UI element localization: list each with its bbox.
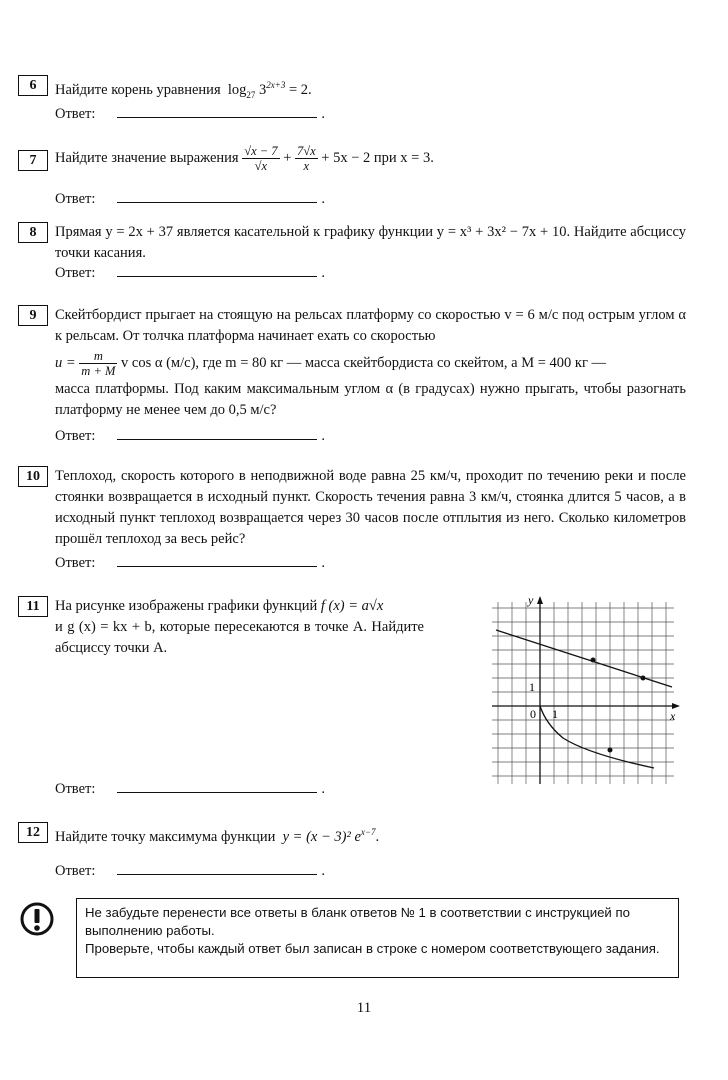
answer-line[interactable]: Ответ: . (55, 552, 325, 572)
y-axis-label: y (528, 593, 534, 607)
task-7 (18, 144, 686, 210)
origin-label: 0 (530, 707, 536, 721)
task-text: Найдите значение выражения $\frac{√x - 7}{√x}$ + $\frac{7√x}{x}$ + 5x − 2 при x = 3. (55, 144, 434, 173)
task-number: 12 (18, 822, 48, 843)
task-text: Найдите корень уравнения $\log_{27} 3^{2x+3} = 2$. (55, 80, 312, 100)
task-number: 10 (18, 466, 48, 487)
page-number: 11 (356, 1000, 372, 1016)
task-number: 8 (18, 222, 48, 243)
math-formula: $\log_{27} 3^{2x+3} = 2$. (227, 80, 312, 100)
task-12 (18, 822, 686, 882)
math-formula: y = (x − 3)² $e^{x-7}$ (282, 827, 376, 845)
task-text: На рисунке изображены графики функций f (x) = a√x и g (x) = kx + b, которые пересекаются в точке A. Найдите абсциссу точки A. (55, 598, 424, 656)
point-A (641, 676, 646, 681)
task-number: 7 (18, 150, 48, 171)
fraction: $\frac{√x - 7}{√x}$ (244, 144, 278, 173)
y-axis-arrow (537, 596, 543, 604)
task-text: Прямая y = 2x + 37 является касательной к графику функции y = x³ + 3x² − 7x + 10. Найдите абсциссу точки касания. (55, 224, 686, 261)
task-text: Теплоход, скорость которого в неподвижной воде равна 25 км/ч, проходит по течению реки и после стоянки возвращается в исходный пункт. Скорость течения равна 3 км/ч, стоянка длится 5 часов, а в исходный пункт теплоход возвращается через 30 часов после отплытия из него. Сколько километров прошёл теплоход за весь рейс? (55, 468, 686, 547)
answer-line[interactable]: Ответ: . (55, 778, 325, 798)
task-number: 9 (18, 305, 48, 326)
task-text: Найдите точку максимума функции y = (x − 3)² $e^{x-7}$. (55, 827, 380, 845)
math-formula: f (x) = a√x (320, 598, 384, 614)
task-8 (18, 222, 686, 282)
point (608, 748, 613, 753)
reminder-line-1: Не забудьте перенести все ответы в бланк ответов № 1 в соответствии с инструкцией по выполнению работы. (85, 905, 630, 938)
task-number: 11 (18, 596, 48, 617)
reminder-line-2: Проверьте, чтобы каждый ответ был записан в строке с номером соответствующего задания. (85, 941, 660, 956)
task-6 (18, 75, 686, 135)
answer-line[interactable]: Ответ: . (55, 262, 325, 282)
line-g (496, 630, 672, 687)
fraction: $\frac{m}{m + M}$ (81, 349, 116, 379)
task-9 (18, 305, 686, 450)
y-unit-label: 1 (529, 680, 535, 694)
function-graph (488, 592, 688, 788)
answer-line[interactable]: Ответ: . (55, 103, 325, 123)
task-10 (18, 466, 686, 576)
answer-line[interactable]: Ответ: . (55, 188, 325, 208)
reminder-box (76, 898, 679, 978)
grid (492, 602, 674, 784)
point (591, 658, 596, 663)
task-number: 6 (18, 75, 48, 96)
x-axis-label: x (670, 709, 676, 723)
task-text: Скейтбордист прыгает на стоящую на рельсах платформу со скоростью v = 6 м/с под острым углом α к рельсам. От толчка платформа начинает ехать со скоростью u = $\frac{m}{m + M}$ v cos α (м/с), где m = 80 кг — масса скейтбордиста со скейтом, а M = 400 кг — масса платформы. Под каким максимальным углом α (в градусах) нужно прыгать, чтобы разогнать платформу не менее чем до 0,5 м/с? (55, 307, 686, 418)
fraction: $\frac{7√x}{x}$ (297, 144, 316, 173)
exclamation-icon (20, 902, 54, 936)
x-unit-label: 1 (552, 707, 558, 721)
answer-line[interactable]: Ответ: . (55, 425, 325, 445)
answer-line[interactable]: Ответ: . (55, 860, 325, 880)
